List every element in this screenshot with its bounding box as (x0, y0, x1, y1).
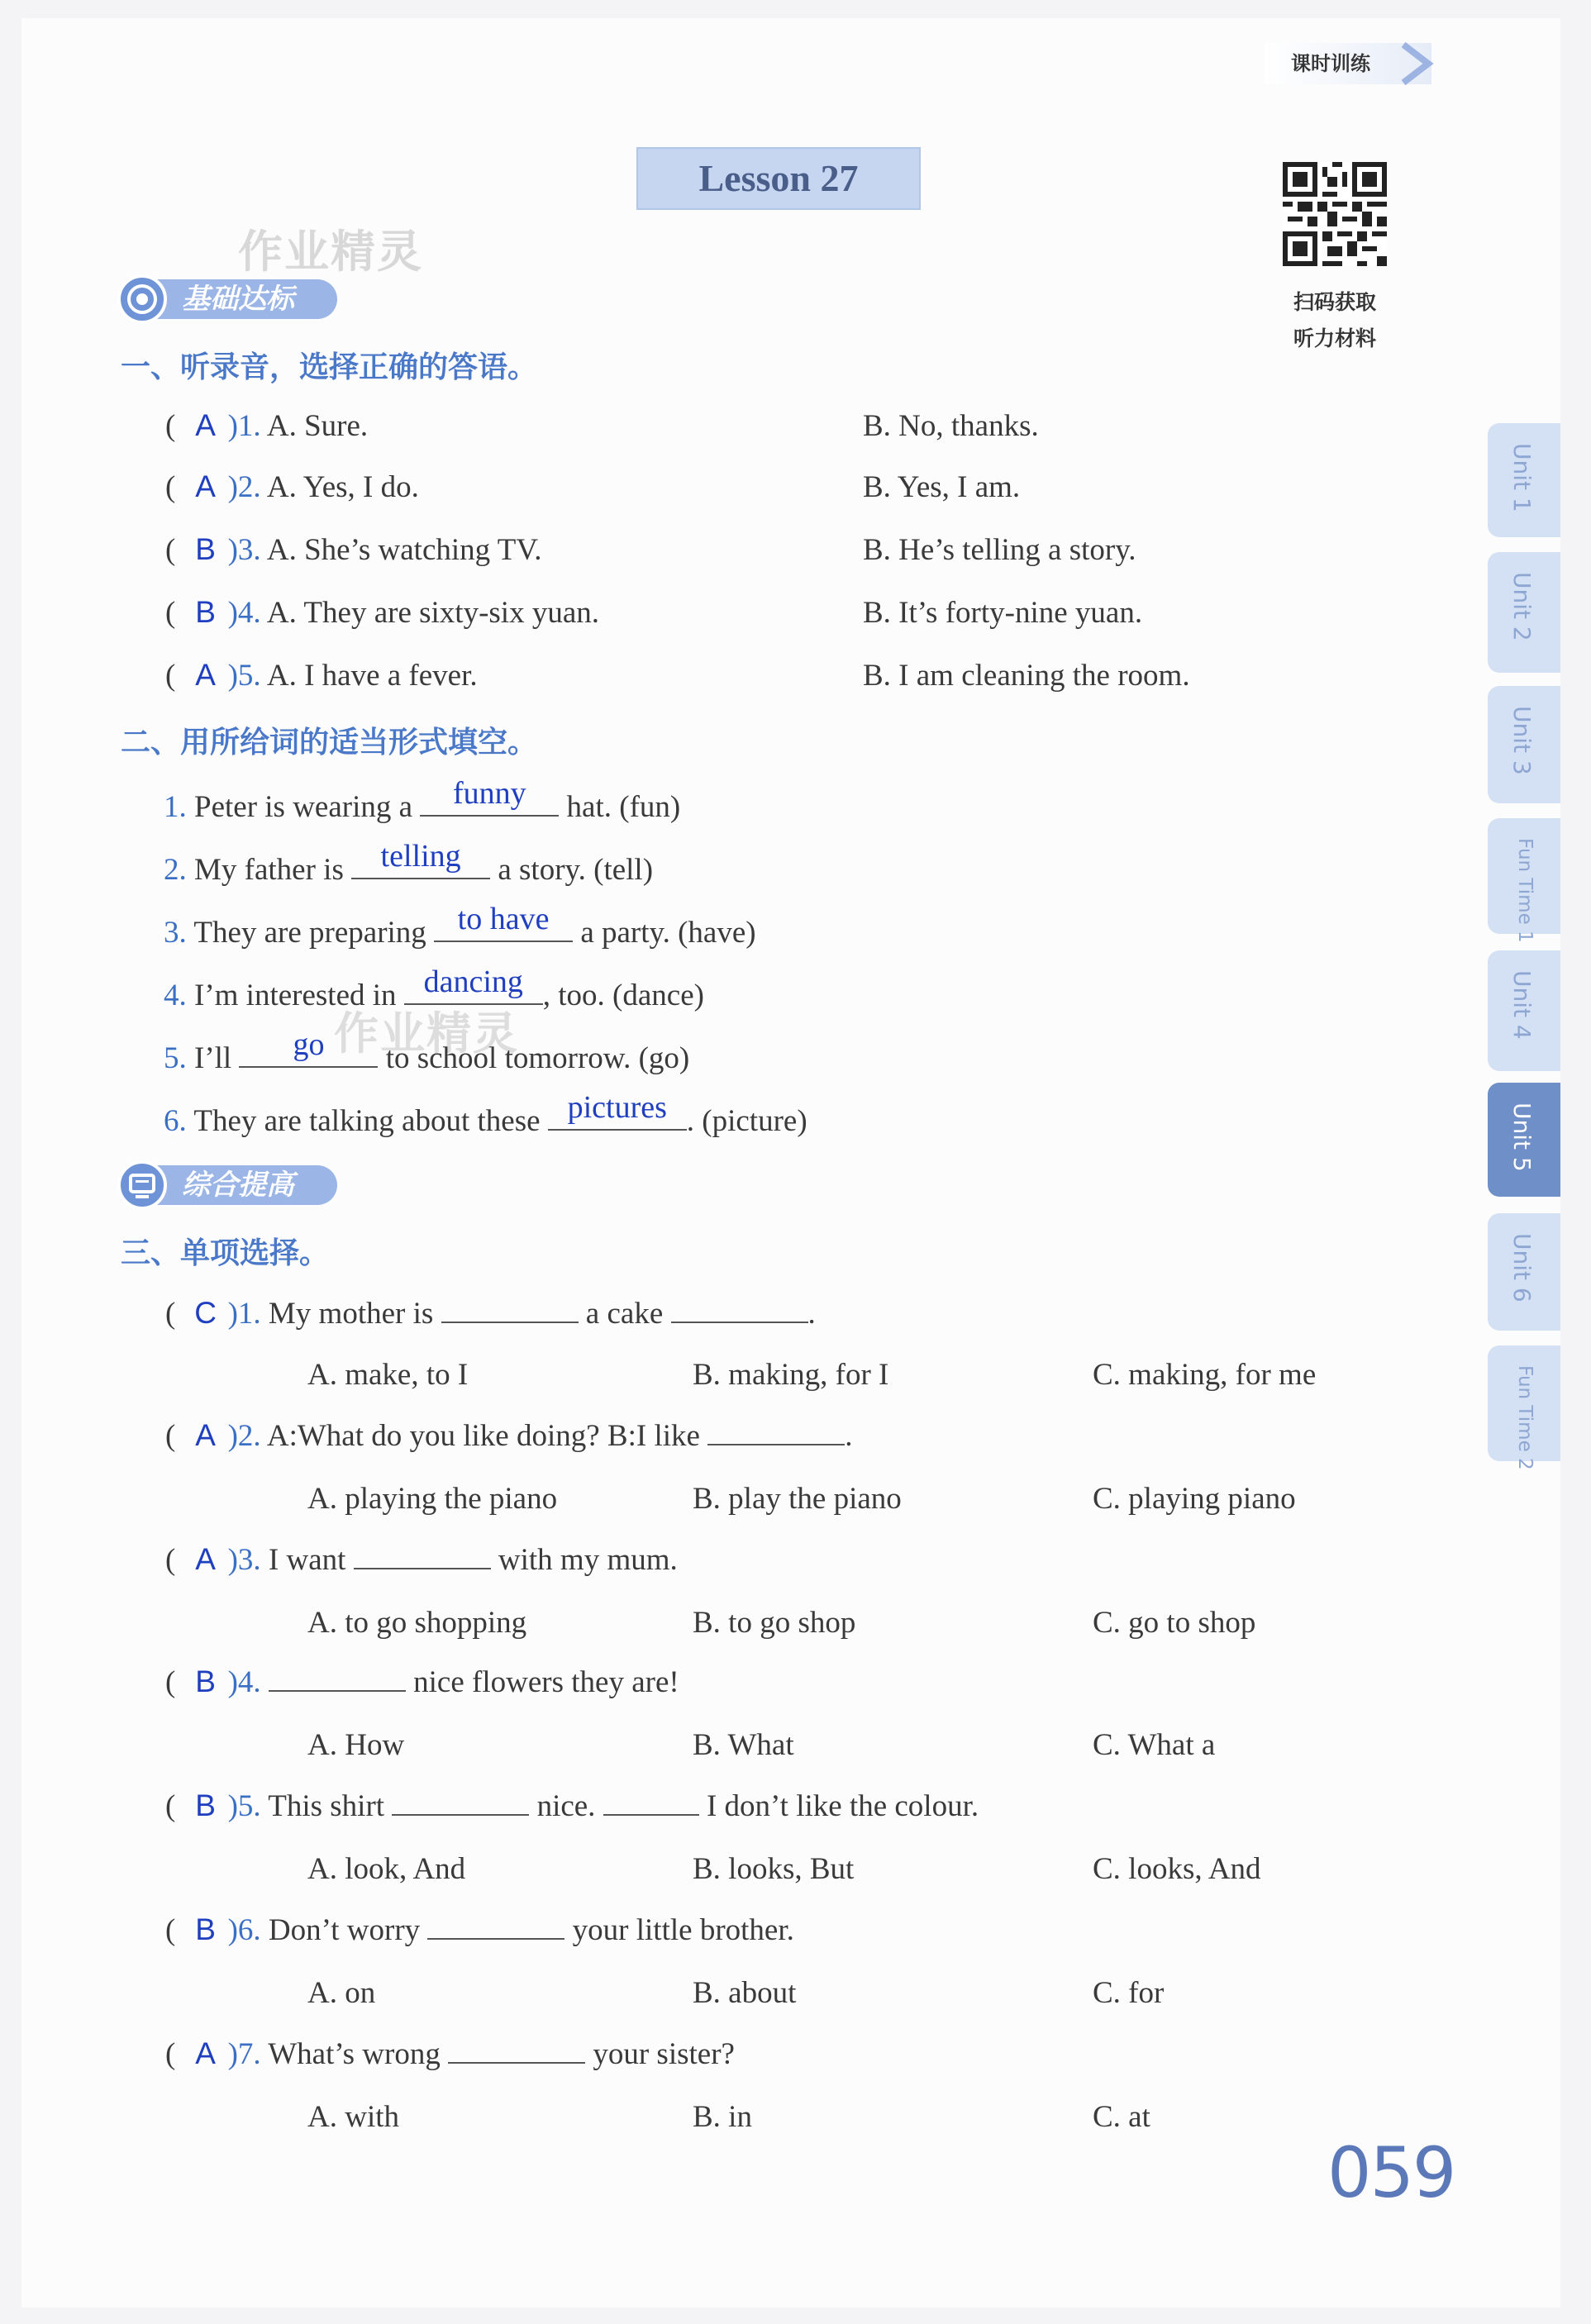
option-c: C. at (1093, 2100, 1150, 2134)
part1-title: 一、听录音，选择正确的答语。 (121, 350, 538, 384)
qr-code-icon[interactable] (1283, 162, 1387, 266)
tab-unit-4[interactable] (1488, 950, 1560, 1071)
fill-blank[interactable] (548, 1090, 687, 1131)
option-a: A. on (307, 1976, 376, 2010)
item-number: )2. (227, 1419, 261, 1453)
sentence-before: My father is (194, 853, 344, 887)
item-number: )4. (227, 596, 261, 630)
question-text: nice flowers they are! (413, 1665, 679, 1699)
fill-blank[interactable] (434, 902, 573, 942)
option-b: B. in (693, 2100, 752, 2134)
list-item (164, 902, 756, 950)
answer-blank[interactable] (392, 1791, 529, 1816)
tab-label: Unit 2 (1508, 572, 1536, 641)
qr-caption-line-1: 扫码获取 (1293, 290, 1376, 314)
item-number: 3. (164, 916, 187, 950)
answer-blank[interactable] (354, 1545, 491, 1569)
sentence-before: They are talking about these (193, 1104, 541, 1138)
filled-answer: go (293, 1027, 325, 1062)
option-c: C. looks, And (1093, 1852, 1261, 1886)
sentence-after: hat. (fun) (566, 790, 681, 824)
tab-unit-2[interactable] (1488, 552, 1560, 673)
tab-label: Fun Time 2 (1514, 1365, 1536, 1470)
section-badge-advanced (122, 1165, 337, 1205)
fill-blank[interactable] (404, 964, 543, 1005)
qr-caption-line-2: 听力材料 (1293, 326, 1376, 350)
answer-blank[interactable] (707, 1421, 845, 1445)
answer-blank[interactable] (448, 2039, 585, 2064)
option-c: C. making, for me (1093, 1358, 1317, 1392)
sentence-after: . (picture) (686, 1104, 807, 1138)
option-a: A. Yes, I do. (266, 470, 419, 504)
tab-label: Unit 5 (1508, 1102, 1536, 1172)
option-a: A. I have a fever. (266, 659, 478, 693)
option-a: A. playing the piano (307, 1482, 558, 1516)
option-b: B. looks, But (693, 1852, 855, 1886)
answer-mark: B (195, 532, 216, 566)
sentence-after: , too. (dance) (542, 979, 704, 1012)
option-c: C. What a (1093, 1728, 1216, 1762)
watermark: 作业精灵 (238, 226, 423, 278)
answer-mark: A (195, 1542, 216, 1576)
option-a: A. They are sixty-six yuan. (266, 596, 599, 630)
option-b: B. play the piano (693, 1482, 902, 1516)
answer-mark: A (195, 1418, 216, 1452)
item-number: 4. (164, 979, 187, 1012)
filled-answer: pictures (567, 1090, 667, 1125)
chevron-right-icon (1397, 41, 1436, 86)
answer-blank[interactable] (603, 1791, 699, 1816)
item-number: )7. (227, 2037, 261, 2071)
tab-unit-6[interactable] (1488, 1213, 1560, 1331)
filled-answer: to have (457, 902, 550, 936)
list-item: ( B )4. A. They are sixty-six yuan. (165, 595, 599, 630)
option-b: B. about (693, 1976, 797, 2010)
option-a: A. She’s watching TV. (266, 533, 542, 567)
tab-label: Unit 3 (1508, 706, 1536, 775)
target-icon (117, 274, 167, 324)
question-text: your sister? (593, 2037, 735, 2071)
list-item: ( B )5. This shirt nice. I don’t like the colour. (165, 1788, 979, 1823)
option-b: B. No, thanks. (863, 409, 1039, 443)
answer-blank[interactable] (671, 1298, 808, 1323)
answer-mark: A (195, 469, 216, 503)
list-item (164, 964, 704, 1013)
tab-fun-time-2[interactable] (1488, 1345, 1560, 1470)
answer-mark: C (194, 1296, 217, 1330)
tab-label: Fun Time 1 (1514, 838, 1536, 943)
item-number: )1. (227, 409, 261, 443)
lesson-title-text: Lesson 27 (698, 157, 859, 199)
tab-unit-3[interactable] (1488, 686, 1560, 803)
sentence-before: They are preparing (193, 916, 426, 950)
badge-label: 基础达标 (182, 283, 294, 316)
item-number: 2. (164, 853, 187, 887)
qr-caption (1273, 284, 1397, 357)
tab-label: Unit 4 (1508, 970, 1536, 1040)
fill-blank[interactable] (351, 839, 490, 879)
option-b: B. It’s forty-nine yuan. (863, 596, 1143, 630)
item-number: 6. (164, 1104, 187, 1138)
badge-label: 综合提高 (182, 1169, 294, 1202)
option-a: A. Sure. (266, 409, 369, 443)
option-b: B. making, for I (693, 1358, 889, 1392)
filled-answer: dancing (423, 964, 523, 999)
answer-mark: B (195, 1664, 216, 1698)
section-badge-basic (122, 279, 337, 319)
item-number: 1. (164, 790, 187, 824)
lesson-title (636, 147, 921, 210)
list-item (164, 1027, 690, 1076)
answer-blank[interactable] (441, 1298, 579, 1323)
list-item: ( A )2. A:What do you like doing? B:I like . (165, 1418, 853, 1453)
answer-blank[interactable] (269, 1667, 406, 1692)
question-text: Don’t worry (268, 1913, 421, 1947)
answer-mark: A (195, 658, 216, 692)
item-number: )3. (227, 533, 261, 567)
tab-label: Unit 1 (1508, 443, 1536, 512)
list-item: ( C )1. My mother is a cake . (165, 1296, 816, 1331)
page-number: 059 (1327, 2132, 1455, 2213)
question-text: This shirt (268, 1789, 385, 1823)
question-text: nice. (536, 1789, 596, 1823)
question-text: I want (268, 1543, 346, 1577)
tab-label: Unit 6 (1508, 1233, 1536, 1302)
option-b: B. He’s telling a story. (863, 533, 1136, 567)
question-text: . (807, 1297, 816, 1331)
list-item (164, 776, 681, 825)
option-a: A. make, to I (307, 1358, 469, 1392)
question-text: with my mum. (498, 1543, 678, 1577)
answer-mark: B (195, 595, 216, 629)
list-item: ( A )5. A. I have a fever. (165, 658, 478, 693)
question-text: I don’t like the colour. (706, 1789, 979, 1823)
list-item (164, 1090, 807, 1139)
item-number: )2. (227, 470, 261, 504)
item-number: )5. (227, 1789, 261, 1823)
answer-mark: A (195, 2036, 216, 2070)
tab-fun-time-1[interactable] (1488, 818, 1560, 943)
fill-blank[interactable] (239, 1027, 378, 1068)
answer-blank[interactable] (427, 1915, 564, 1940)
part2-title: 二、用所给词的适当形式填空。 (121, 726, 538, 760)
filled-answer: funny (452, 776, 526, 811)
option-a: A. to go shopping (307, 1606, 527, 1640)
option-b: B. What (693, 1728, 794, 1762)
monitor-icon (117, 1160, 167, 1210)
option-a: A. How (307, 1728, 405, 1762)
question-text: a cake (585, 1297, 664, 1331)
sentence-after: a story. (tell) (498, 853, 654, 887)
list-item: ( A )7. What’s wrong your sister? (165, 2036, 735, 2071)
filled-answer: telling (380, 839, 461, 874)
answer-mark: B (195, 1912, 216, 1946)
item-number: )3. (227, 1543, 261, 1577)
item-number: )5. (227, 659, 261, 693)
option-a: A. look, And (307, 1852, 466, 1886)
option-c: C. playing piano (1093, 1482, 1296, 1516)
option-b: B. Yes, I am. (863, 470, 1021, 504)
question-text: . (845, 1419, 853, 1453)
part3-title: 三、单项选择。 (121, 1236, 330, 1270)
item-number: 5. (164, 1041, 187, 1075)
list-item: ( B )3. A. She’s watching TV. (165, 532, 542, 567)
question-text: your little brother. (572, 1913, 794, 1947)
option-a: A. with (307, 2100, 399, 2134)
list-item: ( A )2. A. Yes, I do. (165, 469, 419, 504)
question-text: A:What do you like doing? B:I like (266, 1419, 700, 1453)
list-item: ( A )1. A. Sure. (165, 408, 369, 443)
sentence-after: to school tomorrow. (go) (385, 1041, 690, 1075)
item-number: )6. (227, 1913, 261, 1947)
question-text: What’s wrong (268, 2037, 441, 2071)
list-item: ( B )6. Don’t worry your little brother. (165, 1912, 794, 1947)
answer-mark: B (195, 1788, 216, 1822)
watermark: 作业精灵 (334, 1007, 519, 1060)
option-b: B. I am cleaning the room. (863, 659, 1190, 693)
sentence-before: Peter is wearing a (194, 790, 413, 824)
list-item: ( B )4. nice flowers they are! (165, 1664, 679, 1699)
tab-unit-5[interactable] (1488, 1083, 1560, 1197)
sentence-before: I’ll (194, 1041, 232, 1075)
item-number: )1. (227, 1297, 261, 1331)
question-text: My mother is (268, 1297, 434, 1331)
list-item (164, 839, 654, 888)
item-number: )4. (227, 1665, 261, 1699)
option-b: B. to go shop (693, 1606, 856, 1640)
option-c: C. for (1093, 1976, 1165, 2010)
option-c: C. go to shop (1093, 1606, 1256, 1640)
fill-blank[interactable] (420, 776, 559, 817)
list-item: ( A )3. I want with my mum. (165, 1542, 678, 1577)
sentence-after: a party. (have) (580, 916, 756, 950)
answer-mark: A (195, 408, 216, 442)
sentence-before: I’m interested in (194, 979, 397, 1012)
header-tag-label: 课时训练 (1291, 52, 1370, 75)
tab-unit-1[interactable] (1488, 423, 1560, 537)
